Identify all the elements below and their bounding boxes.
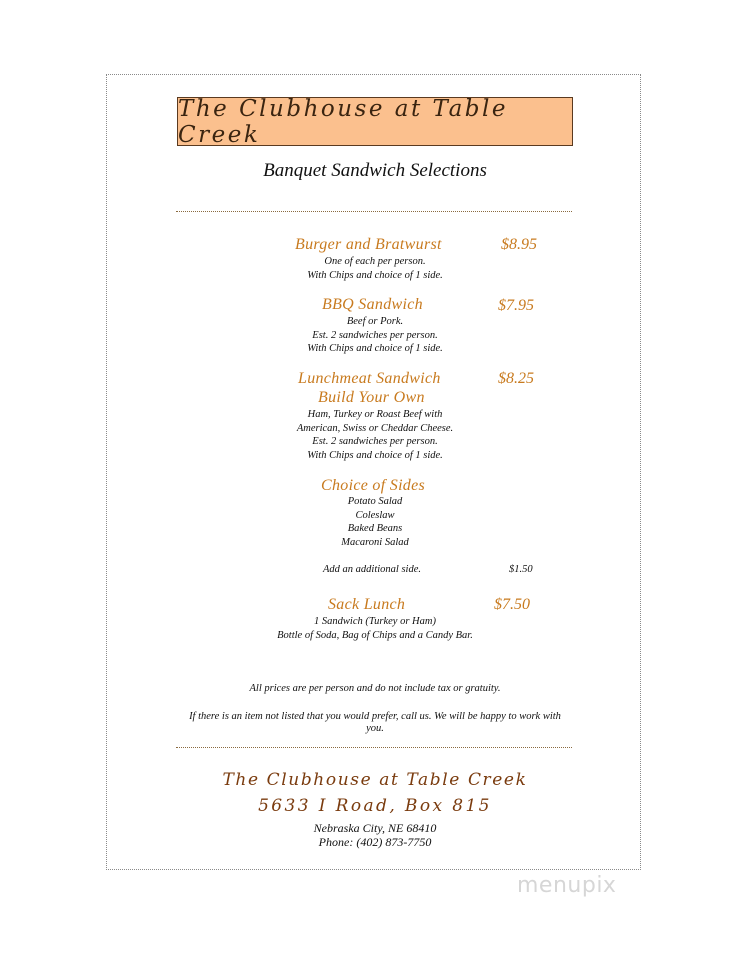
footer-address: 5633 I Road, Box 815	[258, 796, 492, 816]
side-item: Potato Salad	[347, 496, 403, 507]
item-name-sack-lunch: Sack Lunch	[328, 596, 406, 613]
additional-side-price: $1.50	[509, 564, 533, 575]
item-price-lunchmeat: $8.25	[498, 370, 534, 387]
item-name-lunchmeat: Lunchmeat Sandwich	[298, 370, 441, 387]
item-name-burger: Burger and Bratwurst	[295, 236, 442, 253]
item-name-lunchmeat-sub: Build Your Own	[318, 389, 425, 406]
tax-note: All prices are per person and do not include tax or gratuity.	[249, 683, 501, 694]
item-desc-sack-lunch	[220, 615, 530, 642]
bottom-divider	[176, 747, 572, 748]
request-note: If there is an item not listed that you would prefer, call us. We will be happy to work with you.	[189, 711, 561, 734]
menu-frame	[106, 74, 641, 870]
desc-line: Est. 2 sandwiches per person.	[312, 436, 438, 448]
desc-line: Beef or Pork.	[346, 316, 404, 327]
footer-city: Nebraska City, NE 68410	[313, 821, 437, 835]
desc-line: American, Swiss or Cheddar Cheese.	[296, 422, 454, 434]
desc-line: Bottle of Soda, Bag of Chips and a Candy Bar.	[277, 629, 473, 641]
additional-side-label: Add an additional side.	[323, 564, 421, 575]
item-desc-lunchmeat	[220, 408, 530, 462]
item-desc-bbq	[220, 315, 530, 356]
desc-line: With Chips and choice of 1 side.	[307, 449, 443, 461]
menupix-watermark: menupix	[517, 873, 617, 898]
item-desc-burger	[220, 255, 530, 282]
item-price-bbq: $7.95	[498, 297, 534, 314]
side-item: Macaroni Salad	[341, 536, 409, 548]
desc-line: With Chips and choice of 1 side.	[307, 343, 443, 355]
desc-line: Ham, Turkey or Roast Beef with	[307, 409, 443, 420]
side-item: Coleslaw	[355, 509, 395, 521]
menu-subtitle: Banquet Sandwich Selections	[263, 160, 487, 181]
title-banner	[177, 97, 573, 146]
desc-line: Est. 2 sandwiches per person.	[312, 329, 438, 341]
item-price-sack-lunch: $7.50	[494, 596, 530, 613]
side-item: Baked Beans	[347, 523, 403, 535]
desc-line: One of each per person.	[324, 256, 426, 267]
item-price-burger: $8.95	[501, 236, 537, 253]
restaurant-title: The Clubhouse at Table Creek	[178, 95, 508, 148]
desc-line: With Chips and choice of 1 side.	[307, 269, 443, 281]
footer-phone: Phone: (402) 873-7750	[318, 835, 432, 849]
desc-line: 1 Sandwich (Turkey or Ham)	[314, 616, 436, 627]
top-divider	[176, 211, 572, 212]
sides-heading: Choice of Sides	[321, 477, 426, 494]
footer-restaurant-name: The Clubhouse at Table Creek	[222, 770, 528, 790]
item-name-bbq: BBQ Sandwich	[322, 296, 423, 313]
sides-list	[220, 495, 530, 549]
